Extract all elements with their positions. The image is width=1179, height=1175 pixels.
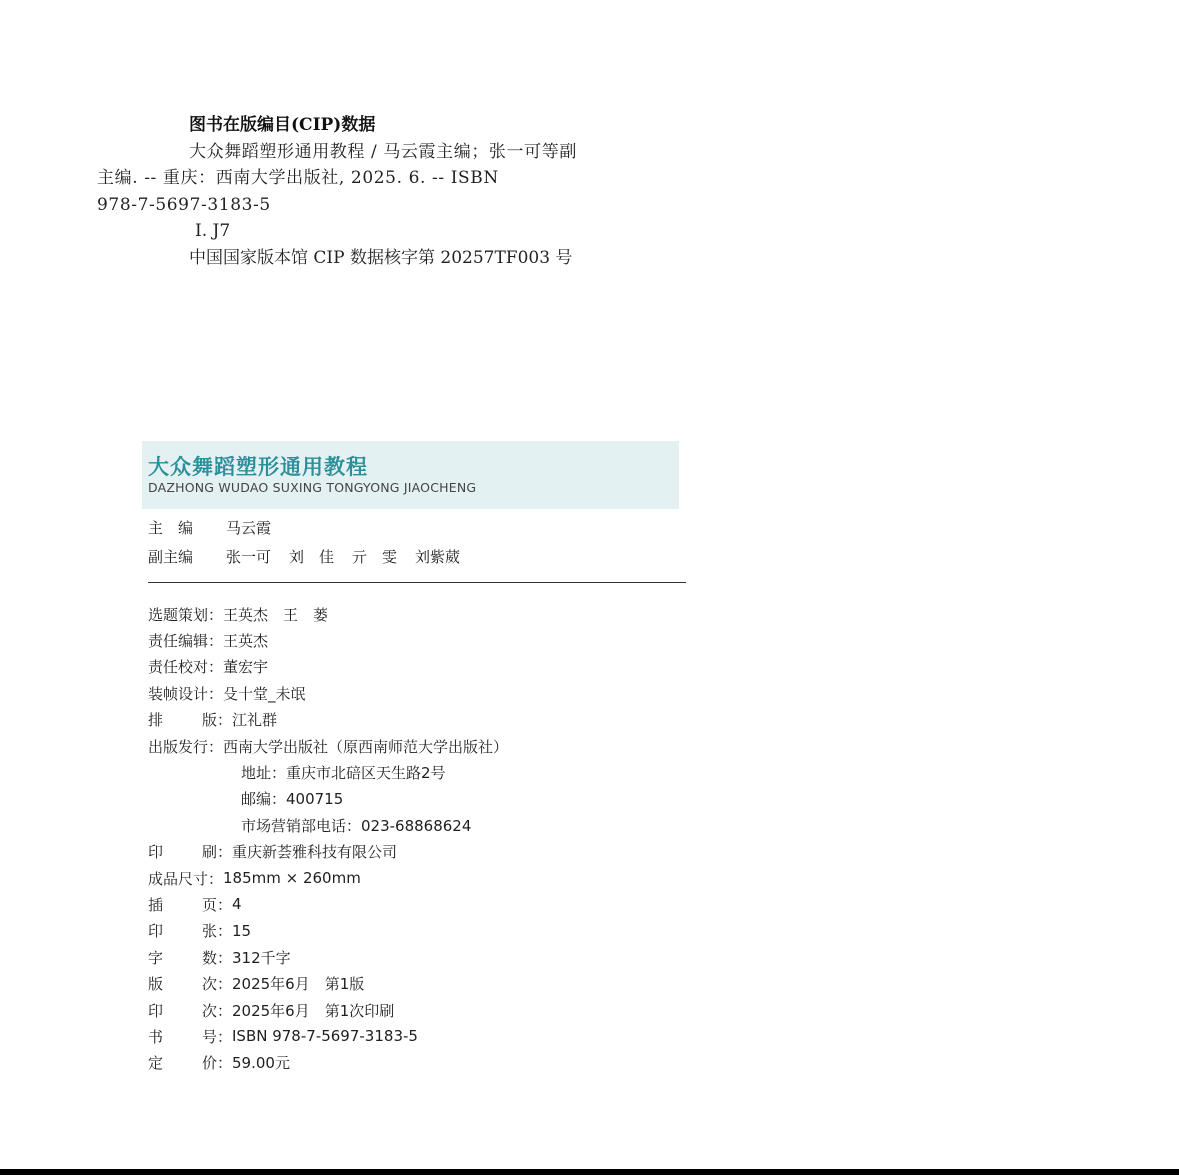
- detail-value: 西南大学出版社（原西南师范大学出版社）: [223, 737, 509, 756]
- detail-row-impression: [148, 997, 508, 1023]
- cip-entry: [97, 139, 688, 219]
- detail-label: 责任校对：: [148, 658, 224, 677]
- cip-heading: 图书在版编目(CIP)数据: [189, 115, 376, 135]
- detail-value: 王英杰 王 蒌: [223, 605, 329, 624]
- cip-line: 978-7-5697-3183-5: [97, 194, 271, 215]
- deputy-editor-name: 刘 佳: [289, 548, 335, 566]
- detail-row-printer: [148, 839, 508, 865]
- detail-value: 江礼群: [232, 711, 278, 730]
- cip-classification: Ⅰ. J7: [195, 221, 231, 241]
- book-title: 大众舞蹈塑形通用教程: [148, 454, 368, 479]
- editors-block: [148, 513, 460, 571]
- detail-value: 185mm × 260mm: [223, 869, 361, 888]
- chief-editor-name: 马云霞: [226, 519, 272, 537]
- publisher-address: 地址：重庆市北碚区天生路2号: [241, 764, 446, 783]
- detail-label: 版 次：: [148, 975, 232, 994]
- detail-label: 印 次：: [148, 1001, 232, 1020]
- detail-row-sheets: [148, 918, 508, 944]
- publisher-postcode: 邮编：400715: [241, 790, 344, 809]
- detail-value: 殳十堂_未氓: [223, 684, 306, 703]
- deputy-editor-name: 刘紫葳: [415, 548, 461, 566]
- deputy-editor-name: 张一可: [226, 548, 272, 566]
- detail-label: 责任编辑：: [148, 632, 224, 651]
- divider: [148, 582, 686, 583]
- detail-value: 2025年6月 第1次印刷: [232, 1001, 395, 1020]
- detail-label: 出版发行：: [148, 737, 224, 756]
- chief-editor-label: 主 编: [148, 519, 194, 537]
- detail-value: 董宏宇: [223, 658, 269, 677]
- detail-value: 59.00元: [232, 1054, 290, 1073]
- bottom-border: [0, 1169, 1179, 1175]
- deputy-editor-label: 副主编: [148, 548, 194, 566]
- deputy-editor-row: [148, 542, 460, 571]
- cip-line: 大众舞蹈塑形通用教程 / 马云霞主编；张一可等副: [189, 141, 577, 162]
- title-banner: [142, 441, 679, 509]
- detail-value: ISBN 978-7-5697-3183-5: [232, 1027, 418, 1046]
- deputy-editor-name: 亓 雯: [352, 548, 398, 566]
- detail-row-size: [148, 865, 508, 891]
- detail-label: 字 数：: [148, 948, 232, 967]
- detail-label: 印 刷：: [148, 843, 232, 862]
- detail-value: 15: [232, 921, 252, 940]
- detail-label: 定 价：: [148, 1054, 232, 1073]
- cip-approval-number: 中国国家版本馆 CIP 数据核字第 20257TF003 号: [189, 247, 573, 268]
- cip-block: [97, 112, 688, 271]
- detail-label: 选题策划：: [148, 605, 224, 624]
- detail-label: 插 页：: [148, 895, 232, 914]
- detail-value: 4: [232, 895, 242, 914]
- detail-value: 王英杰: [223, 632, 269, 651]
- chief-editor-row: [148, 513, 460, 542]
- detail-row-proofreader: [148, 654, 508, 680]
- detail-label: 书 号：: [148, 1027, 232, 1046]
- publisher-phone: 市场营销部电话：023-68868624: [241, 816, 472, 835]
- cip-line: 主编. -- 重庆：西南大学出版社, 2025. 6. -- ISBN: [97, 168, 499, 188]
- detail-label: 装帧设计：: [148, 684, 224, 703]
- deputy-editor-names: [226, 546, 460, 567]
- detail-row-typesetting: [148, 707, 508, 733]
- detail-label: 印 张：: [148, 922, 232, 941]
- detail-value: 312千字: [232, 948, 291, 967]
- detail-row-design: [148, 680, 508, 706]
- detail-row-edition: [148, 970, 508, 996]
- detail-row-editor: [148, 627, 508, 653]
- detail-label: 排 版：: [148, 711, 232, 730]
- detail-value: 重庆新荟雅科技有限公司: [232, 843, 398, 862]
- detail-row-publisher: [148, 733, 508, 759]
- detail-row-price: [148, 1050, 508, 1076]
- detail-row-isbn: [148, 1023, 508, 1049]
- detail-row-plates: [148, 891, 508, 917]
- publication-details: [148, 601, 508, 1076]
- detail-label: 成品尺寸：: [148, 869, 224, 888]
- detail-row-planning: [148, 601, 508, 627]
- detail-value: 2025年6月 第1版: [232, 975, 365, 994]
- detail-row-word-count: [148, 944, 508, 970]
- book-title-pinyin: DAZHONG WUDAO SUXING TONGYONG JIAOCHENG: [148, 480, 477, 495]
